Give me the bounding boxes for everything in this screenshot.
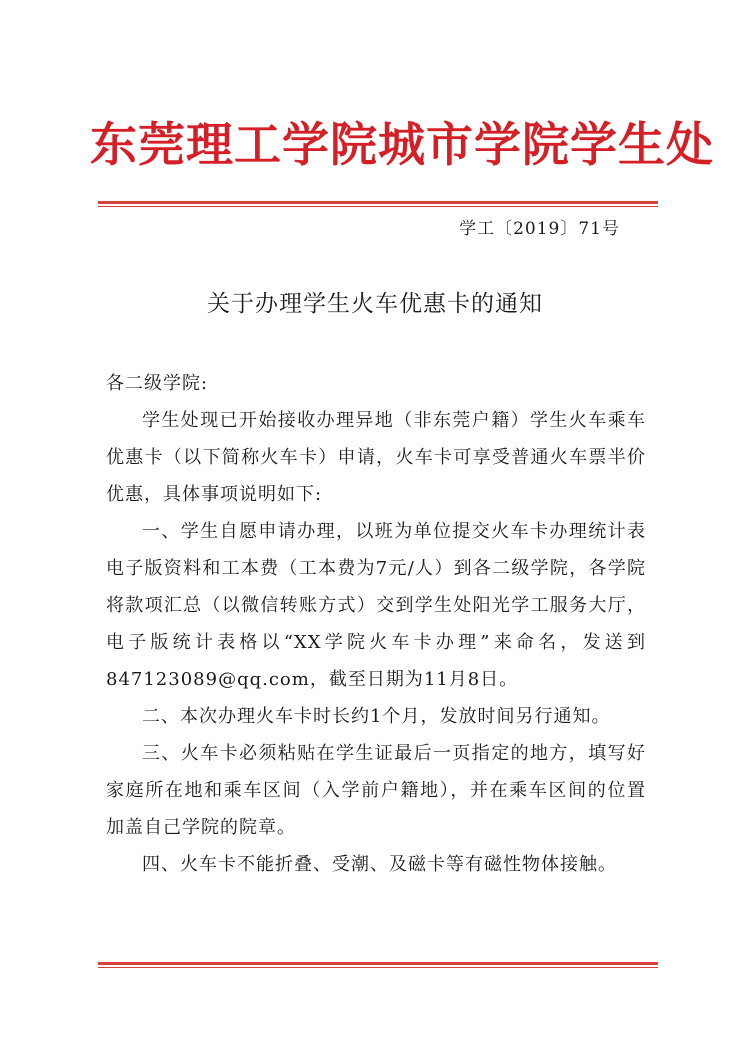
salutation: 各二级学院: [106,373,209,394]
document-number: 学工〔2019〕71号 [459,219,620,239]
paragraph-item-1: 一、学生自愿申请办理，以班为单位提交火车卡办理统计表电子版资料和工本费（工本费为7元/人）到各二级学院，各学院将款项汇总（以微信转账方式）交到学生处阳光学工服务大厅，电子版统计表格以“XX学院火车卡办理”来命名，发送到847123089@qq.com，截至日期为11月8日。 [106,521,646,690]
document-title: 关于办理学生火车优惠卡的通知 [207,291,543,317]
paragraph-item-4: 四、火车卡不能折叠、受潮、及磁卡等有磁性物体接触。 [142,854,617,875]
footer-rule-thick [98,962,658,965]
header-rule-thin [98,206,658,207]
document-body [106,402,646,883]
paragraph-intro: 学生处现已开始接收办理异地（非东莞户籍）学生火车乘车优惠卡（以下简称火车卡）申请，火车卡可享受普通火车票半价优惠，具体事项说明如下: [106,410,646,505]
paragraph-item-2: 二、本次办理火车卡时长约1个月，发放时间另行通知。 [142,706,611,727]
header-rule-thick [98,201,658,204]
footer-rule [98,962,658,968]
organization-header: 东莞理工学院城市学院学生处 [90,118,714,173]
header-rule [98,201,658,207]
paragraph-item-3: 三、火车卡必须粘贴在学生证最后一页指定的地方，填写好家庭所在地和乘车区间（入学前户籍地），并在乘车区间的位置加盖自己学院的院章。 [106,743,646,838]
footer-rule-thin [98,967,658,968]
